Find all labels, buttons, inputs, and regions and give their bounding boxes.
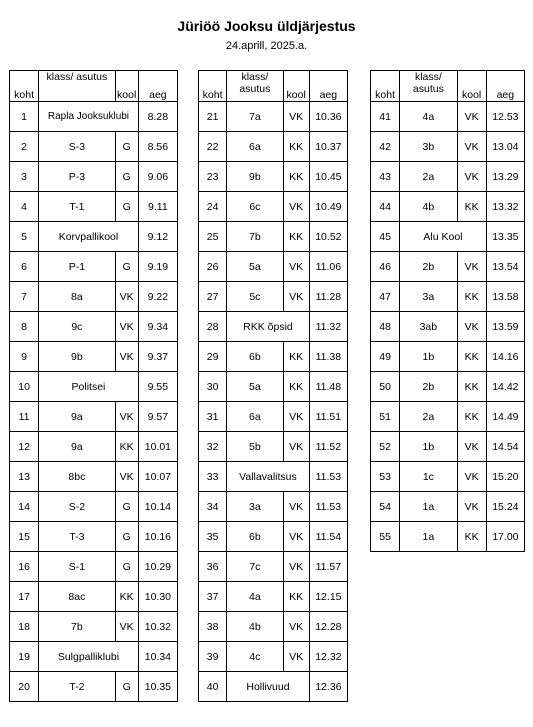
time-cell: 10.16 bbox=[138, 522, 177, 552]
place-cell: 11 bbox=[10, 402, 39, 432]
school-cell: KK bbox=[457, 342, 486, 372]
name-cell: 4a bbox=[400, 102, 457, 132]
time-cell: 9.34 bbox=[138, 312, 177, 342]
school-cell: G bbox=[115, 672, 138, 702]
school-cell: KK bbox=[283, 582, 309, 612]
results-table-1 bbox=[9, 70, 178, 702]
place-cell: 21 bbox=[199, 102, 227, 132]
name-cell: 3a bbox=[227, 492, 283, 522]
name-cell: 9b bbox=[227, 162, 283, 192]
name-cell: RKK õpsid bbox=[227, 312, 310, 342]
name-cell: 8a bbox=[39, 282, 115, 312]
name-cell: 4b bbox=[400, 192, 457, 222]
name-cell: 9b bbox=[39, 342, 115, 372]
table-row bbox=[371, 462, 525, 492]
header-time: aeg bbox=[309, 71, 347, 102]
time-cell: 10.29 bbox=[138, 552, 177, 582]
place-cell: 35 bbox=[199, 522, 227, 552]
school-cell: G bbox=[115, 162, 138, 192]
time-cell: 12.53 bbox=[486, 102, 524, 132]
school-cell: KK bbox=[283, 132, 309, 162]
school-cell: VK bbox=[283, 282, 309, 312]
name-cell: Alu Kool bbox=[400, 222, 487, 252]
place-cell: 52 bbox=[371, 432, 400, 462]
place-cell: 1 bbox=[10, 102, 39, 132]
place-cell: 28 bbox=[199, 312, 227, 342]
time-cell: 10.32 bbox=[138, 612, 177, 642]
place-cell: 54 bbox=[371, 492, 400, 522]
table-row bbox=[371, 432, 525, 462]
place-cell: 19 bbox=[10, 642, 39, 672]
time-cell: 11.54 bbox=[309, 522, 347, 552]
school-cell: G bbox=[115, 192, 138, 222]
school-cell: VK bbox=[457, 162, 486, 192]
school-cell: VK bbox=[283, 402, 309, 432]
name-cell: 3ab bbox=[400, 312, 457, 342]
table-row bbox=[371, 312, 525, 342]
place-cell: 44 bbox=[371, 192, 400, 222]
time-cell: 9.19 bbox=[138, 252, 177, 282]
table-row bbox=[371, 222, 525, 252]
header-school: kool bbox=[283, 71, 309, 102]
header-place: koht bbox=[371, 71, 400, 102]
time-cell: 10.35 bbox=[138, 672, 177, 702]
table-row bbox=[10, 432, 178, 462]
name-cell: 6b bbox=[227, 342, 283, 372]
time-cell: 10.52 bbox=[309, 222, 347, 252]
table-row bbox=[199, 642, 348, 672]
place-cell: 7 bbox=[10, 282, 39, 312]
name-cell: Vallavalitsus bbox=[227, 462, 310, 492]
place-cell: 24 bbox=[199, 192, 227, 222]
name-cell: 5b bbox=[227, 432, 283, 462]
table-row bbox=[10, 192, 178, 222]
time-cell: 13.32 bbox=[486, 192, 524, 222]
table-row bbox=[199, 672, 348, 702]
school-cell: G bbox=[115, 492, 138, 522]
place-cell: 48 bbox=[371, 312, 400, 342]
time-cell: 11.53 bbox=[309, 462, 347, 492]
name-cell: 5a bbox=[227, 372, 283, 402]
table-row bbox=[199, 582, 348, 612]
school-cell: KK bbox=[457, 522, 486, 552]
name-cell: S-3 bbox=[39, 132, 115, 162]
time-cell: 10.45 bbox=[309, 162, 347, 192]
place-cell: 2 bbox=[10, 132, 39, 162]
place-cell: 23 bbox=[199, 162, 227, 192]
table-row bbox=[199, 102, 348, 132]
time-cell: 12.28 bbox=[309, 612, 347, 642]
table-row bbox=[10, 522, 178, 552]
name-cell: 6a bbox=[227, 402, 283, 432]
school-cell: VK bbox=[283, 552, 309, 582]
school-cell: KK bbox=[457, 402, 486, 432]
results-table-2 bbox=[198, 70, 348, 702]
name-cell: 6b bbox=[227, 522, 283, 552]
name-cell: T-2 bbox=[39, 672, 115, 702]
place-cell: 13 bbox=[10, 462, 39, 492]
name-cell: Sulgpalliklubi bbox=[39, 642, 139, 672]
school-cell: VK bbox=[283, 102, 309, 132]
name-cell: 9a bbox=[39, 432, 115, 462]
header-school: kool bbox=[115, 71, 138, 102]
name-cell: T-1 bbox=[39, 192, 115, 222]
place-cell: 38 bbox=[199, 612, 227, 642]
time-cell: 14.54 bbox=[486, 432, 524, 462]
name-cell: 8bc bbox=[39, 462, 115, 492]
time-cell: 12.36 bbox=[309, 672, 347, 702]
school-cell: VK bbox=[283, 192, 309, 222]
place-cell: 40 bbox=[199, 672, 227, 702]
time-cell: 10.36 bbox=[309, 102, 347, 132]
table-row bbox=[10, 582, 178, 612]
table-row bbox=[199, 552, 348, 582]
place-cell: 17 bbox=[10, 582, 39, 612]
table-row bbox=[371, 162, 525, 192]
place-cell: 42 bbox=[371, 132, 400, 162]
header-school: kool bbox=[457, 71, 486, 102]
name-cell: 1a bbox=[400, 522, 457, 552]
school-cell: KK bbox=[283, 162, 309, 192]
school-cell: VK bbox=[457, 462, 486, 492]
table-row bbox=[10, 402, 178, 432]
place-cell: 8 bbox=[10, 312, 39, 342]
time-cell: 11.51 bbox=[309, 402, 347, 432]
name-cell: S-1 bbox=[39, 552, 115, 582]
place-cell: 31 bbox=[199, 402, 227, 432]
document-title: Jüriöö Jooksu üldjärjestus bbox=[177, 18, 356, 34]
table-row bbox=[10, 102, 178, 132]
school-cell: VK bbox=[457, 252, 486, 282]
table-row bbox=[10, 462, 178, 492]
table-row bbox=[371, 192, 525, 222]
school-cell: G bbox=[115, 522, 138, 552]
name-cell: 1c bbox=[400, 462, 457, 492]
header-class: klass/ asutus bbox=[227, 71, 283, 102]
time-cell: 9.12 bbox=[138, 222, 177, 252]
place-cell: 32 bbox=[199, 432, 227, 462]
school-cell: VK bbox=[115, 342, 138, 372]
time-cell: 11.48 bbox=[309, 372, 347, 402]
place-cell: 36 bbox=[199, 552, 227, 582]
table-row bbox=[371, 342, 525, 372]
school-cell: VK bbox=[115, 612, 138, 642]
table-row bbox=[199, 282, 348, 312]
name-cell: 4b bbox=[227, 612, 283, 642]
table-row bbox=[371, 402, 525, 432]
name-cell: 5a bbox=[227, 252, 283, 282]
table-row bbox=[10, 282, 178, 312]
table-row bbox=[371, 372, 525, 402]
table-row bbox=[10, 672, 178, 702]
name-cell: 7b bbox=[227, 222, 283, 252]
place-cell: 25 bbox=[199, 222, 227, 252]
header-row bbox=[371, 71, 525, 102]
school-cell: G bbox=[115, 552, 138, 582]
place-cell: 37 bbox=[199, 582, 227, 612]
school-cell: VK bbox=[283, 492, 309, 522]
place-cell: 12 bbox=[10, 432, 39, 462]
place-cell: 30 bbox=[199, 372, 227, 402]
name-cell: 5c bbox=[227, 282, 283, 312]
time-cell: 17.00 bbox=[486, 522, 524, 552]
time-cell: 10.30 bbox=[138, 582, 177, 612]
name-cell: T-3 bbox=[39, 522, 115, 552]
results-table-3 bbox=[370, 70, 525, 552]
school-cell: VK bbox=[457, 132, 486, 162]
place-cell: 55 bbox=[371, 522, 400, 552]
time-cell: 14.42 bbox=[486, 372, 524, 402]
name-cell: 6c bbox=[227, 192, 283, 222]
place-cell: 50 bbox=[371, 372, 400, 402]
time-cell: 13.04 bbox=[486, 132, 524, 162]
place-cell: 18 bbox=[10, 612, 39, 642]
name-cell: Rapla Jooksuklubi bbox=[39, 102, 139, 132]
header-class: klass/ asutus bbox=[39, 71, 115, 102]
name-cell: 2b bbox=[400, 252, 457, 282]
place-cell: 4 bbox=[10, 192, 39, 222]
table-row bbox=[10, 162, 178, 192]
table-row bbox=[199, 222, 348, 252]
name-cell: 8ac bbox=[39, 582, 115, 612]
school-cell: VK bbox=[283, 432, 309, 462]
name-cell: 1b bbox=[400, 342, 457, 372]
table-row bbox=[199, 252, 348, 282]
name-cell: 1a bbox=[400, 492, 457, 522]
time-cell: 8.56 bbox=[138, 132, 177, 162]
time-cell: 10.14 bbox=[138, 492, 177, 522]
time-cell: 15.20 bbox=[486, 462, 524, 492]
time-cell: 15.24 bbox=[486, 492, 524, 522]
name-cell: 2b bbox=[400, 372, 457, 402]
school-cell: VK bbox=[115, 402, 138, 432]
name-cell: Korvpallikool bbox=[39, 222, 139, 252]
place-cell: 3 bbox=[10, 162, 39, 192]
name-cell: P-3 bbox=[39, 162, 115, 192]
time-cell: 13.59 bbox=[486, 312, 524, 342]
time-cell: 9.06 bbox=[138, 162, 177, 192]
place-cell: 20 bbox=[10, 672, 39, 702]
name-cell: 7c bbox=[227, 552, 283, 582]
name-cell: Politsei bbox=[39, 372, 139, 402]
school-cell: G bbox=[115, 132, 138, 162]
place-cell: 27 bbox=[199, 282, 227, 312]
table-row bbox=[199, 522, 348, 552]
place-cell: 51 bbox=[371, 402, 400, 432]
place-cell: 33 bbox=[199, 462, 227, 492]
place-cell: 29 bbox=[199, 342, 227, 372]
time-cell: 9.37 bbox=[138, 342, 177, 372]
table-row bbox=[199, 462, 348, 492]
school-cell: G bbox=[115, 252, 138, 282]
table-row bbox=[199, 312, 348, 342]
name-cell: 7b bbox=[39, 612, 115, 642]
time-cell: 10.37 bbox=[309, 132, 347, 162]
time-cell: 11.53 bbox=[309, 492, 347, 522]
school-cell: VK bbox=[283, 522, 309, 552]
time-cell: 10.07 bbox=[138, 462, 177, 492]
name-cell: 3b bbox=[400, 132, 457, 162]
table-row bbox=[199, 492, 348, 522]
table-row bbox=[199, 162, 348, 192]
time-cell: 13.35 bbox=[486, 222, 524, 252]
table-row bbox=[199, 342, 348, 372]
name-cell: 6a bbox=[227, 132, 283, 162]
place-cell: 15 bbox=[10, 522, 39, 552]
table-row bbox=[371, 282, 525, 312]
time-cell: 12.15 bbox=[309, 582, 347, 612]
table-row bbox=[371, 102, 525, 132]
name-cell: 4c bbox=[227, 642, 283, 672]
school-cell: KK bbox=[283, 372, 309, 402]
time-cell: 10.49 bbox=[309, 192, 347, 222]
name-cell: 3a bbox=[400, 282, 457, 312]
time-cell: 14.16 bbox=[486, 342, 524, 372]
place-cell: 49 bbox=[371, 342, 400, 372]
header-time: aeg bbox=[138, 71, 177, 102]
place-cell: 43 bbox=[371, 162, 400, 192]
place-cell: 22 bbox=[199, 132, 227, 162]
header-row bbox=[10, 71, 178, 102]
school-cell: VK bbox=[457, 492, 486, 522]
table-row bbox=[10, 342, 178, 372]
place-cell: 46 bbox=[371, 252, 400, 282]
school-cell: VK bbox=[283, 642, 309, 672]
place-cell: 47 bbox=[371, 282, 400, 312]
school-cell: KK bbox=[283, 342, 309, 372]
header-class: klass/ asutus bbox=[400, 71, 457, 102]
table-row bbox=[10, 312, 178, 342]
place-cell: 5 bbox=[10, 222, 39, 252]
school-cell: VK bbox=[457, 312, 486, 342]
name-cell: 4a bbox=[227, 582, 283, 612]
place-cell: 39 bbox=[199, 642, 227, 672]
school-cell: VK bbox=[115, 312, 138, 342]
document-date: 24.aprill, 2025.a. bbox=[225, 40, 308, 52]
table-row bbox=[199, 612, 348, 642]
table-row bbox=[371, 522, 525, 552]
school-cell: VK bbox=[115, 462, 138, 492]
time-cell: 9.55 bbox=[138, 372, 177, 402]
time-cell: 11.57 bbox=[309, 552, 347, 582]
place-cell: 34 bbox=[199, 492, 227, 522]
table-row bbox=[199, 192, 348, 222]
table-row bbox=[10, 492, 178, 522]
name-cell: 1b bbox=[400, 432, 457, 462]
table-row bbox=[10, 612, 178, 642]
time-cell: 9.57 bbox=[138, 402, 177, 432]
table-row bbox=[371, 492, 525, 522]
table-row bbox=[10, 552, 178, 582]
table-row bbox=[199, 132, 348, 162]
place-cell: 45 bbox=[371, 222, 400, 252]
table-row bbox=[199, 432, 348, 462]
table-row bbox=[199, 402, 348, 432]
name-cell: 9c bbox=[39, 312, 115, 342]
time-cell: 9.22 bbox=[138, 282, 177, 312]
place-cell: 10 bbox=[10, 372, 39, 402]
place-cell: 16 bbox=[10, 552, 39, 582]
time-cell: 13.54 bbox=[486, 252, 524, 282]
name-cell: 7a bbox=[227, 102, 283, 132]
time-cell: 10.34 bbox=[138, 642, 177, 672]
table-row bbox=[10, 132, 178, 162]
header-place: koht bbox=[199, 71, 227, 102]
name-cell: Hollivuud bbox=[227, 672, 310, 702]
school-cell: VK bbox=[457, 432, 486, 462]
time-cell: 10.01 bbox=[138, 432, 177, 462]
place-cell: 14 bbox=[10, 492, 39, 522]
table-row bbox=[371, 132, 525, 162]
time-cell: 11.28 bbox=[309, 282, 347, 312]
name-cell: P-1 bbox=[39, 252, 115, 282]
school-cell: KK bbox=[457, 192, 486, 222]
place-cell: 9 bbox=[10, 342, 39, 372]
table-row bbox=[371, 252, 525, 282]
time-cell: 11.06 bbox=[309, 252, 347, 282]
school-cell: VK bbox=[283, 612, 309, 642]
time-cell: 9.11 bbox=[138, 192, 177, 222]
school-cell: KK bbox=[457, 282, 486, 312]
header-row bbox=[199, 71, 348, 102]
table-row bbox=[10, 372, 178, 402]
time-cell: 14.49 bbox=[486, 402, 524, 432]
table-row bbox=[10, 222, 178, 252]
table-row bbox=[10, 252, 178, 282]
time-cell: 11.32 bbox=[309, 312, 347, 342]
table-row bbox=[10, 642, 178, 672]
header-time: aeg bbox=[486, 71, 524, 102]
time-cell: 11.38 bbox=[309, 342, 347, 372]
school-cell: VK bbox=[457, 102, 486, 132]
school-cell: KK bbox=[115, 582, 138, 612]
time-cell: 13.58 bbox=[486, 282, 524, 312]
school-cell: KK bbox=[457, 372, 486, 402]
name-cell: 9a bbox=[39, 402, 115, 432]
school-cell: VK bbox=[115, 282, 138, 312]
name-cell: 2a bbox=[400, 162, 457, 192]
time-cell: 11.52 bbox=[309, 432, 347, 462]
school-cell: KK bbox=[115, 432, 138, 462]
time-cell: 13.29 bbox=[486, 162, 524, 192]
school-cell: KK bbox=[283, 222, 309, 252]
time-cell: 8.28 bbox=[138, 102, 177, 132]
name-cell: S-2 bbox=[39, 492, 115, 522]
place-cell: 26 bbox=[199, 252, 227, 282]
school-cell: VK bbox=[283, 252, 309, 282]
place-cell: 6 bbox=[10, 252, 39, 282]
header-place: koht bbox=[10, 71, 39, 102]
name-cell: 2a bbox=[400, 402, 457, 432]
time-cell: 12.32 bbox=[309, 642, 347, 672]
place-cell: 41 bbox=[371, 102, 400, 132]
table-row bbox=[199, 372, 348, 402]
place-cell: 53 bbox=[371, 462, 400, 492]
